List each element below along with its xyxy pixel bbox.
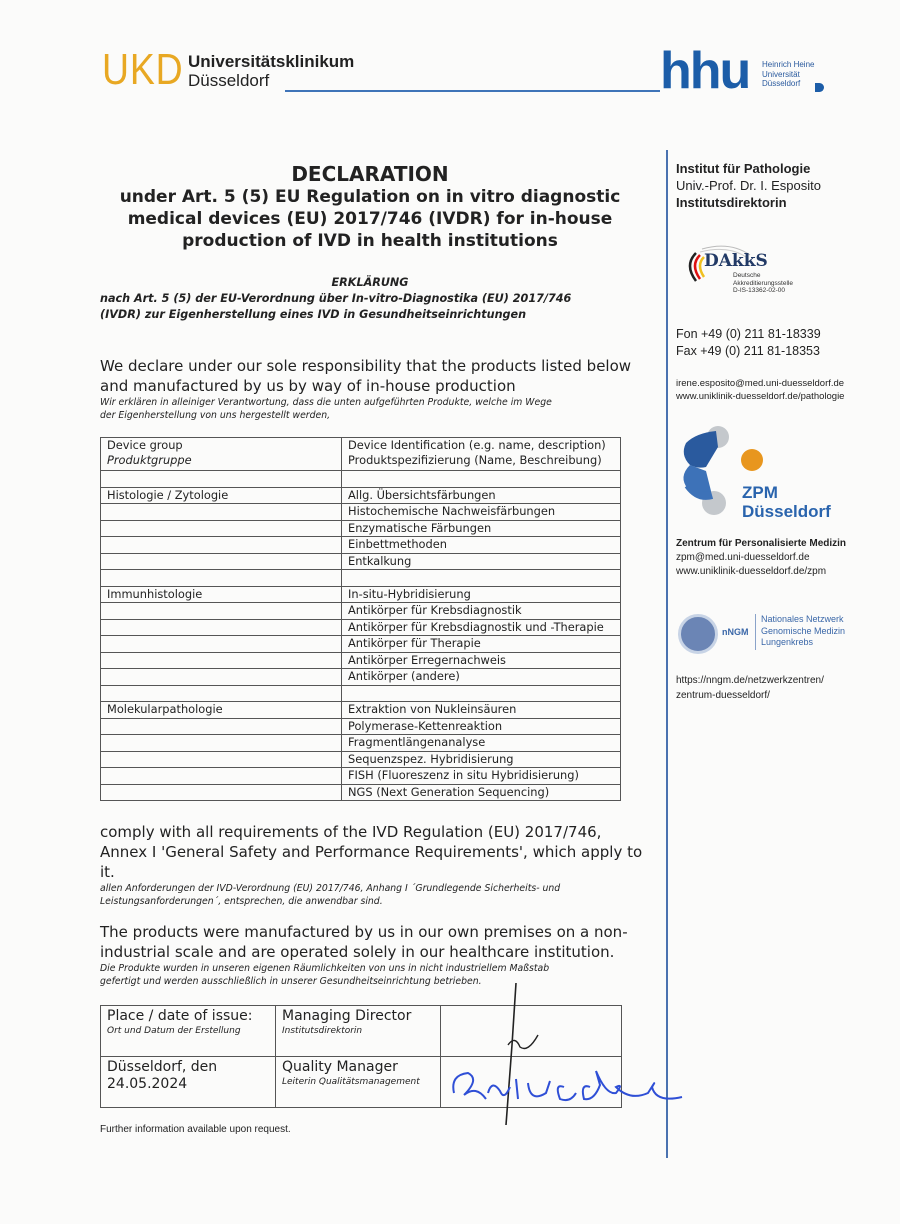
document-title: [100, 162, 640, 252]
german-title-line: (IVDR) zur Eigenherstellung eines IVD in Gesundheitseinrichtungen: [100, 308, 527, 321]
email-link[interactable]: irene.esposito@med.uni-duesseldorf.de: [676, 378, 845, 389]
table-row: [101, 537, 621, 554]
cell-group: [101, 735, 342, 752]
cell-group: [101, 537, 342, 554]
intro-en-line: and manufactured by us by way of in-house production: [100, 377, 516, 395]
contact-phone-block: [676, 326, 821, 360]
phone: Fon +49 (0) 211 81-18339: [676, 327, 821, 341]
dakks-line: Deutsche: [733, 272, 761, 279]
website-link[interactable]: www.uniklinik-duesseldorf.de/pathologie: [676, 391, 845, 402]
table-row: [101, 504, 621, 521]
manufacture-de-line: Die Produkte wurden in unseren eigenen Räumlichkeiten von uns in nicht industriellem Maßstab: [100, 963, 550, 974]
place-label-de: Ort und Datum der Erstellung: [107, 1026, 241, 1036]
cell-group: [101, 553, 342, 570]
contact-links: [676, 377, 844, 403]
cell-group: Molekularpathologie: [101, 702, 342, 719]
compliance-de-line: allen Anforderungen der IVD-Verordnung (EU) 2017/746, Anhang I ´Grundlegende Sicherheits- und: [100, 883, 561, 894]
table-header-row: [101, 438, 621, 471]
cell-device: [342, 570, 621, 587]
cell-group: [101, 784, 342, 801]
nngm-url-line: zentrum-duesseldorf/: [676, 690, 770, 701]
cell-device: Extraktion von Nukleinsäuren: [342, 702, 621, 719]
zpm-website-link[interactable]: www.uniklinik-duesseldorf.de/zpm: [676, 566, 827, 577]
zpm-full-name: Zentrum für Personalisierte Medizin: [676, 538, 847, 549]
place-value: Düsseldorf, den: [107, 1059, 218, 1075]
director-label-en: Managing Director: [282, 1008, 412, 1024]
table-row: [101, 586, 621, 603]
cell-device: NGS (Next Generation Sequencing): [342, 784, 621, 801]
table-row: [101, 652, 621, 669]
cell-group: [101, 619, 342, 636]
intro-en-line: We declare under our sole responsibility that the products listed below: [100, 357, 632, 375]
cell-device: Fragmentlängenanalyse: [342, 735, 621, 752]
hhu-name-line: Heinrich Heine: [762, 60, 815, 69]
manufacture-en-line: The products were manufactured by us in our own premises on a non-: [100, 923, 628, 941]
header-label-de: Produktspezifizierung (Name, Beschreibung): [348, 453, 602, 467]
cell-group: [101, 603, 342, 620]
german-title-head: ERKLÄRUNG: [331, 276, 409, 289]
qm-label-de: Leiterin Qualitätsmanagement: [282, 1077, 420, 1087]
table-row: [101, 553, 621, 570]
header-device-group: [101, 438, 342, 471]
hhu-name-line: Düsseldorf: [762, 79, 801, 88]
hhu-logo-mark-icon: [815, 83, 824, 92]
hhu-name-line: Universität: [762, 69, 800, 79]
table-row: [101, 636, 621, 653]
cell-device: Antikörper (andere): [342, 669, 621, 686]
cell-group: [101, 570, 342, 587]
table-row: [101, 768, 621, 785]
zpm-email-link[interactable]: zpm@med.uni-duesseldorf.de: [676, 552, 810, 563]
table-row: [101, 735, 621, 752]
zpm-wordmark: [742, 483, 831, 521]
device-table: [100, 437, 621, 801]
header-device-identification: [342, 438, 621, 471]
german-title: [100, 275, 640, 323]
cell-group: [101, 652, 342, 669]
cell-device: In-situ-Hybridisierung: [342, 586, 621, 603]
cell-group: [101, 520, 342, 537]
director-label: [276, 1006, 441, 1057]
compliance-paragraph: [100, 822, 660, 908]
zpm-line: ZPM: [742, 483, 778, 502]
nngm-url-line: https://nngm.de/netzwerkzentren/: [676, 675, 824, 686]
table-row: [101, 784, 621, 801]
ukd-name-line2: Düsseldorf: [188, 71, 270, 90]
compliance-de-line: Leistungsanforderungen´, entsprechen, die anwendbar sind.: [100, 896, 383, 907]
cell-group: [101, 636, 342, 653]
fax: Fax +49 (0) 211 81-18353: [676, 344, 820, 358]
ukd-name-line1: Universitätsklinikum: [188, 52, 355, 71]
cell-group: [101, 718, 342, 735]
cell-group: [101, 685, 342, 702]
compliance-en-line: comply with all requirements of the IVD Regulation (EU) 2017/746,: [100, 823, 602, 841]
table-row: [101, 685, 621, 702]
table-row: [101, 751, 621, 768]
qm-label: [276, 1057, 441, 1108]
dakks-wordmark: DAkkS: [704, 251, 768, 271]
place-date-label: [101, 1006, 276, 1057]
table-row: [101, 487, 621, 504]
date-value: 24.05.2024: [107, 1076, 188, 1092]
cell-device: Entkalkung: [342, 553, 621, 570]
place-date-value: [101, 1057, 276, 1108]
cell-device: Einbettmethoden: [342, 537, 621, 554]
cell-group: [101, 751, 342, 768]
title-sub-line: medical devices (EU) 2017/746 (IVDR) for in-house: [127, 209, 613, 229]
cell-device: [342, 471, 621, 488]
intro-paragraph: [100, 356, 660, 422]
nngm-logo-icon: [678, 614, 718, 654]
german-title-line: nach Art. 5 (5) der EU-Verordnung über In-vitro-Diagnostika (EU) 2017/746: [100, 292, 572, 305]
cell-device: FISH (Fluoreszenz in situ Hybridisierung): [342, 768, 621, 785]
cell-device: Antikörper für Krebsdiagnostik und -Therapie: [342, 619, 621, 636]
footer-note: Further information available upon request.: [100, 1124, 291, 1135]
manufacture-en-line: industrial scale and are operated solely in our healthcare institution.: [100, 943, 615, 961]
institute-name: Institut für Pathologie: [676, 161, 811, 176]
zpm-block: [676, 537, 846, 579]
header-label-en: Device Identification (e.g. name, description): [348, 438, 606, 452]
compliance-en-line: Annex I 'General Safety and Performance Requirements', which apply to: [100, 843, 643, 861]
compliance-en-line: it.: [100, 863, 115, 881]
cell-device: Antikörper für Krebsdiagnostik: [342, 603, 621, 620]
dakks-line: D-IS-13362-02-00: [733, 287, 786, 294]
cell-group: [101, 504, 342, 521]
ukd-logo: UKD: [102, 45, 184, 94]
zpm-line: Düsseldorf: [742, 502, 831, 521]
signature-strokes-icon: [420, 975, 700, 1125]
title-main: DECLARATION: [291, 162, 449, 186]
nngm-line: Genomische Medizin: [761, 625, 846, 636]
table-row: [101, 520, 621, 537]
table-row: [101, 471, 621, 488]
nngm-name: [761, 614, 897, 649]
hhu-logo: hhu: [660, 42, 750, 100]
cell-device: Histochemische Nachweisfärbungen: [342, 504, 621, 521]
intro-de-line: Wir erklären in alleiniger Verantwortung, dass die unten aufgeführten Produkte, welche im Wege: [100, 397, 552, 408]
header-label-en: Device group: [107, 438, 183, 452]
title-sub-line: production of IVD in health institutions: [182, 231, 558, 251]
header-divider: [285, 90, 660, 92]
table-row: [101, 718, 621, 735]
table-row: [101, 603, 621, 620]
director-name: Univ.-Prof. Dr. I. Esposito: [676, 178, 821, 193]
table-row: [101, 669, 621, 686]
place-label-en: Place / date of issue:: [107, 1008, 253, 1024]
intro-de-line: der Eigenherstellung von uns hergestellt werden,: [100, 410, 331, 421]
dakks-subtext: [733, 272, 793, 295]
table-row: [101, 702, 621, 719]
title-sub-line: under Art. 5 (5) EU Regulation on in vitro diagnostic: [119, 187, 621, 207]
cell-device: Sequenzspez. Hybridisierung: [342, 751, 621, 768]
cell-device: Allg. Übersichtsfärbungen: [342, 487, 621, 504]
dakks-line: Akkreditierungsstelle: [733, 279, 793, 287]
cell-group: Immunhistologie: [101, 586, 342, 603]
cell-group: [101, 471, 342, 488]
cell-group: [101, 669, 342, 686]
cell-device: Polymerase-Kettenreaktion: [342, 718, 621, 735]
nngm-line: Nationales Netzwerk: [761, 614, 844, 624]
cell-device: Enzymatische Färbungen: [342, 520, 621, 537]
institute-block: [676, 160, 821, 211]
cell-device: Antikörper Erregernachweis: [342, 652, 621, 669]
table-row: [101, 619, 621, 636]
director-label-de: Institutsdirektorin: [282, 1026, 363, 1036]
cell-device: Antikörper für Therapie: [342, 636, 621, 653]
nngm-line: Lungenkrebs: [761, 637, 814, 647]
table-row: [101, 570, 621, 587]
hhu-name: [762, 60, 814, 89]
cell-group: Histologie / Zytologie: [101, 487, 342, 504]
director-title: Institutsdirektorin: [676, 195, 787, 210]
nngm-url-link[interactable]: [676, 673, 824, 703]
qm-label-en: Quality Manager: [282, 1059, 398, 1075]
manufacture-de-line: gefertigt und werden ausschließlich in unserer Gesundheitseinrichtung betrieben.: [100, 976, 482, 987]
cell-device: [342, 685, 621, 702]
ukd-name: [188, 52, 354, 90]
cell-group: [101, 768, 342, 785]
nngm-label: nNGM: [722, 627, 749, 637]
nngm-divider: [755, 614, 756, 650]
header-label-de: Produktgruppe: [107, 453, 192, 467]
